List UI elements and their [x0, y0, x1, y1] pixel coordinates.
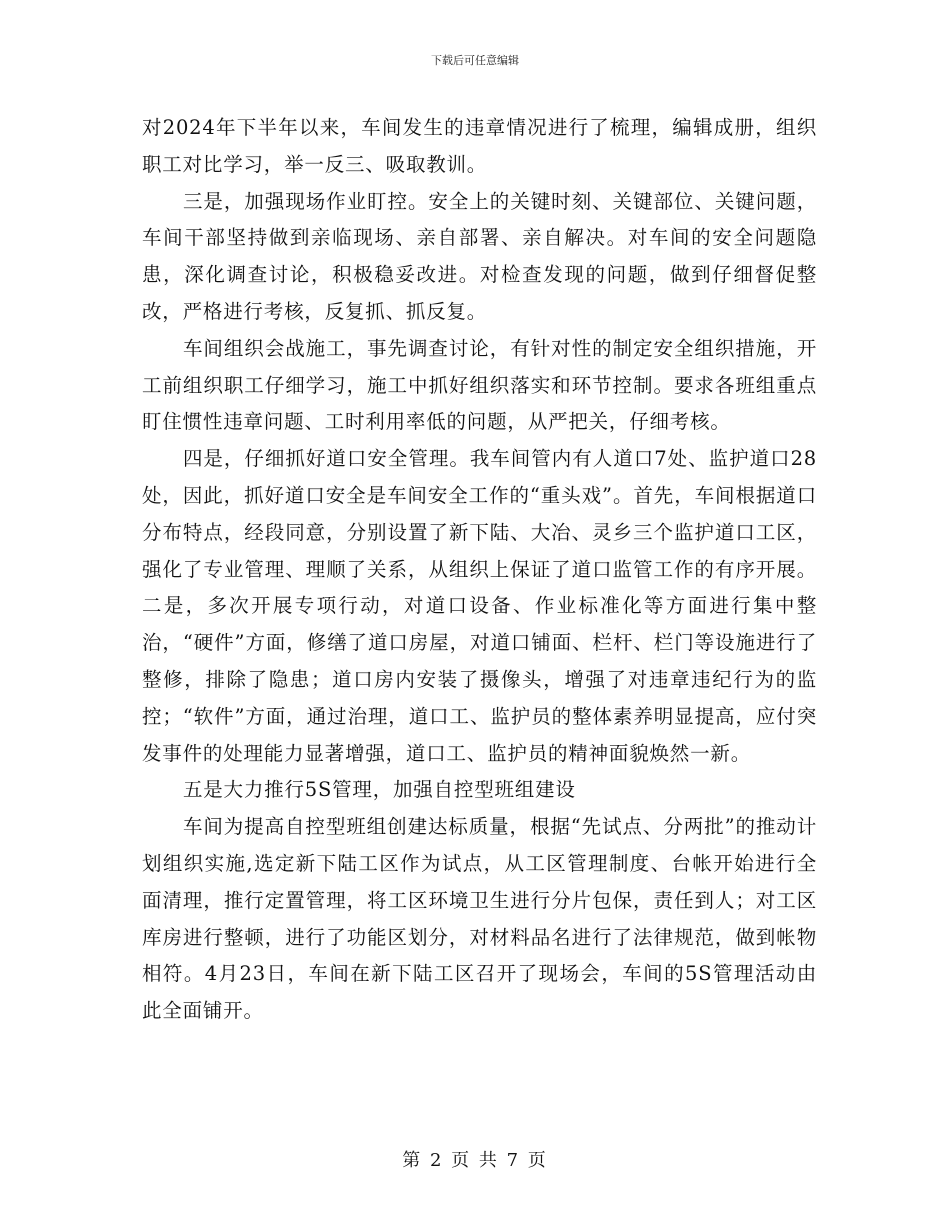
document-body	[142, 110, 817, 1030]
page-number: 第 2 页 共 7 页	[402, 1150, 548, 1171]
page-header: 下载后可任意编辑	[431, 54, 519, 67]
paragraph-crossing-safety: 四是，仔细抓好道口安全管理。我车间管内有人道口7处、监护道口28处，因此，抓好道口安全是车间安全工作的“重头戏”。首先，车间根据道口分布特点，经段同意，分别设置了新下陆、大冶、灵乡三个监护道口工区，强化了专业管理、理顺了关系，从组织上保证了道口监管工作的有序开展。二是，多次开展专项行动，对道口设备、作业标准化等方面进行集中整治，“硬件”方面，修缮了道口房屋，对道口铺面、栏杆、栏门等设施进行了整修，排除了隐患；道口房内安装了摄像头，增强了对违章违纪行为的监控；“软件”方面，通过治理，道口工、监护员的整体素养明显提高，应付突发事件的处理能力显著增强，道口工、监护员的精神面貌焕然一新。	[142, 447, 817, 765]
paragraph-site-control: 三是，加强现场作业盯控。安全上的关键时刻、关键部位、关键问题，车间干部坚持做到亲临现场、亲自部署、亲自解决。对车间的安全问题隐患，深化调查讨论，积极稳妥改进。对检查发现的问题，做到仔细督促整改，严格进行考核，反复抓、抓反复。	[142, 189, 817, 323]
paragraph-5s-management: 车间为提高自控型班组创建达标质量，根据“先试点、分两批”的推动计划组织实施,选定新下陆工区作为试点，从工区管理制度、台帐开始进行全面清理，推行定置管理，将工区环境卫生进行分片包保，责任到人；对工区库房进行整顿，进行了功能区划分，对材料品名进行了法律规范，做到帐物相符。4月23日，车间在新下陆工区召开了现场会，车间的5S管理活动由此全面铺开。	[142, 815, 817, 1023]
paragraph-construction: 车间组织会战施工，事先调查讨论，有针对性的制定安全组织措施，开工前组织职工仔细学习，施工中抓好组织落实和环节控制。要求各班组重点盯住惯性违章问题、工时利用率低的问题，从严把关，仔细考核。	[142, 336, 817, 434]
paragraph-violation-review: 对2024年下半年以来，车间发生的违章情况进行了梳理，编辑成册，组织职工对比学习，举一反三、吸取教训。	[142, 116, 817, 176]
section-heading-5s: 五是大力推行5S管理，加强自控型班组建设	[182, 778, 576, 802]
